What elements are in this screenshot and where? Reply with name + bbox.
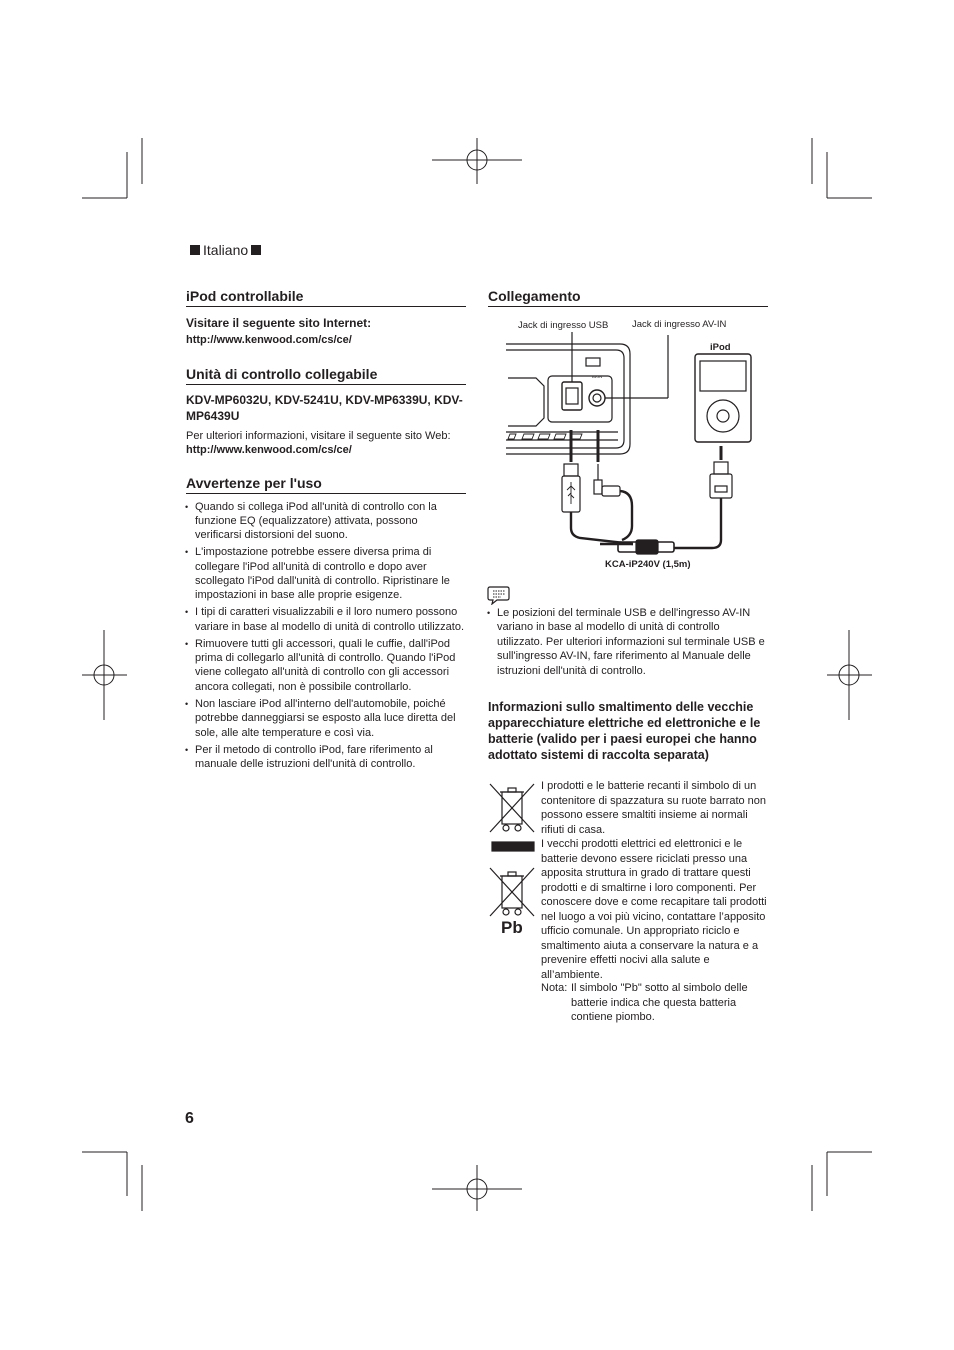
models-list: KDV-MP6032U, KDV-5241U, KDV-MP6339U, KDV-MP6439U [186, 393, 463, 423]
ipod-icon [695, 354, 751, 442]
ipod-url-link[interactable]: http://www.kenwood.com/cs/ce/ [186, 334, 352, 346]
disposal-title: Informazioni sullo smaltimento delle vecchie apparecchiature elettriche ed elettroniche e le batterie (valido per i paesi europei che hanno adottato sistemi di raccolta separata) [488, 700, 761, 762]
label-usb-jack: Jack di ingresso USB [518, 320, 609, 331]
units-url-link[interactable]: http://www.kenwood.com/cs/ce/ [186, 443, 352, 456]
note-label: Nota: [541, 982, 568, 994]
disposal-paragraph-2: I vecchi prodotti elettrici ed elettronici e le batterie devono essere riciclati presso una apposita struttura in grado di trattare questi prodotti e di smaltirne i loro componenti. Per conoscere dove e come recapitare tali prodotti nel luogo a voi più vicino, contattare l’apposito ufficio comunale. Un appropriato riciclo e smaltimento aiuta a conservare la natura e a prevenire effetti nocivi alla salute e all’ambiente. [541, 838, 767, 981]
square-bullet-icon [251, 245, 261, 255]
visit-label: Visitare il seguente sito Internet: [186, 316, 372, 330]
list-item: • Le posizioni del terminale USB e dell'ingresso AV-IN variano in base al modello di unità di controllo utilizzato. Per ulteriori informazioni sul terminale USB e sull'ingresso AV-IN, fare riferimento al Manuale delle istruzioni dell'unità di controllo. [488, 606, 768, 678]
list-item: • Per il metodo di controllo iPod, fare riferimento al manuale delle istruzioni dell'unità di controllo. [186, 743, 466, 772]
black-bar-icon [492, 842, 534, 851]
avin-small-label: AV-IN [592, 374, 603, 379]
warnings-section-title: Avvertenze per l'uso [186, 475, 466, 494]
list-item: • Rimuovere tutti gli accessori, quali le cuffie, dall'iPod prima di collegarlo all'unità di controllo. Quando l'iPod viene collegato all'unità di controllo con gli accessori ancora collegati, non è possibile controllarlo. [186, 637, 466, 695]
disposal-paragraph-1: I prodotti e le batterie recanti il simbolo di un contenitore di spazzatura su ruote barrato non possono essere smaltiti insieme ai normali rifiuti di casa. [541, 780, 767, 836]
warnings-list [186, 500, 466, 772]
crossed-bin-icon [490, 868, 534, 916]
weee-symbols [488, 782, 538, 938]
label-cable: KCA-iP240V (1,5m) [605, 559, 691, 570]
label-avin-jack: Jack di ingresso AV-IN [632, 319, 727, 330]
disposal-note [541, 981, 769, 1025]
ipod-section-title: iPod controllabile [186, 288, 466, 307]
left-column [186, 288, 466, 774]
list-item: • Non lasciare iPod all'interno dell'automobile, poiché potrebbe danneggiarsi se esposto alla luce diretta del sole, alle alte temperature e così via. [186, 697, 466, 740]
units-section-title: Unità di controllo collegabile [186, 366, 466, 385]
connection-section-title: Collegamento [488, 288, 768, 307]
label-ipod: iPod [710, 342, 731, 353]
note-icon [487, 585, 511, 605]
list-item: • I tipi di caratteri visualizzabili e il loro numero possono variare in base al modello di unità di controllo utilizzato. [186, 605, 466, 634]
list-item: • Quando si collega iPod all'unità di controllo con la funzione EQ (equalizzatore) attivata, possono verificarsi distorsioni del suono. [186, 500, 466, 543]
list-item: • L'impostazione potrebbe essere diversa prima di collegare l'iPod all'unità di controllo e dopo aver scollegato l'iPod dall'unità di controllo. Ripristinare le impostazioni in base alle proprie esigenze. [186, 545, 466, 603]
pb-label: Pb [501, 918, 523, 937]
language-header: Italiano [187, 242, 264, 258]
square-bullet-icon [190, 245, 200, 255]
crossed-bin-icon [490, 784, 534, 832]
avin-jack-icon [589, 390, 605, 406]
usb-port-icon [562, 382, 582, 410]
note-text: Il simbolo "Pb" sotto al simbolo delle batterie indica che questa batteria contiene piombo. [571, 982, 748, 1023]
page-number: 6 [185, 1110, 194, 1127]
note-list [488, 606, 768, 678]
av-plug-icon [594, 480, 602, 494]
connection-diagram [488, 330, 768, 560]
note-block [488, 606, 768, 681]
units-info: Per ulteriori informazioni, visitare il seguente sito Web: [186, 430, 451, 442]
connection-header [488, 288, 768, 307]
